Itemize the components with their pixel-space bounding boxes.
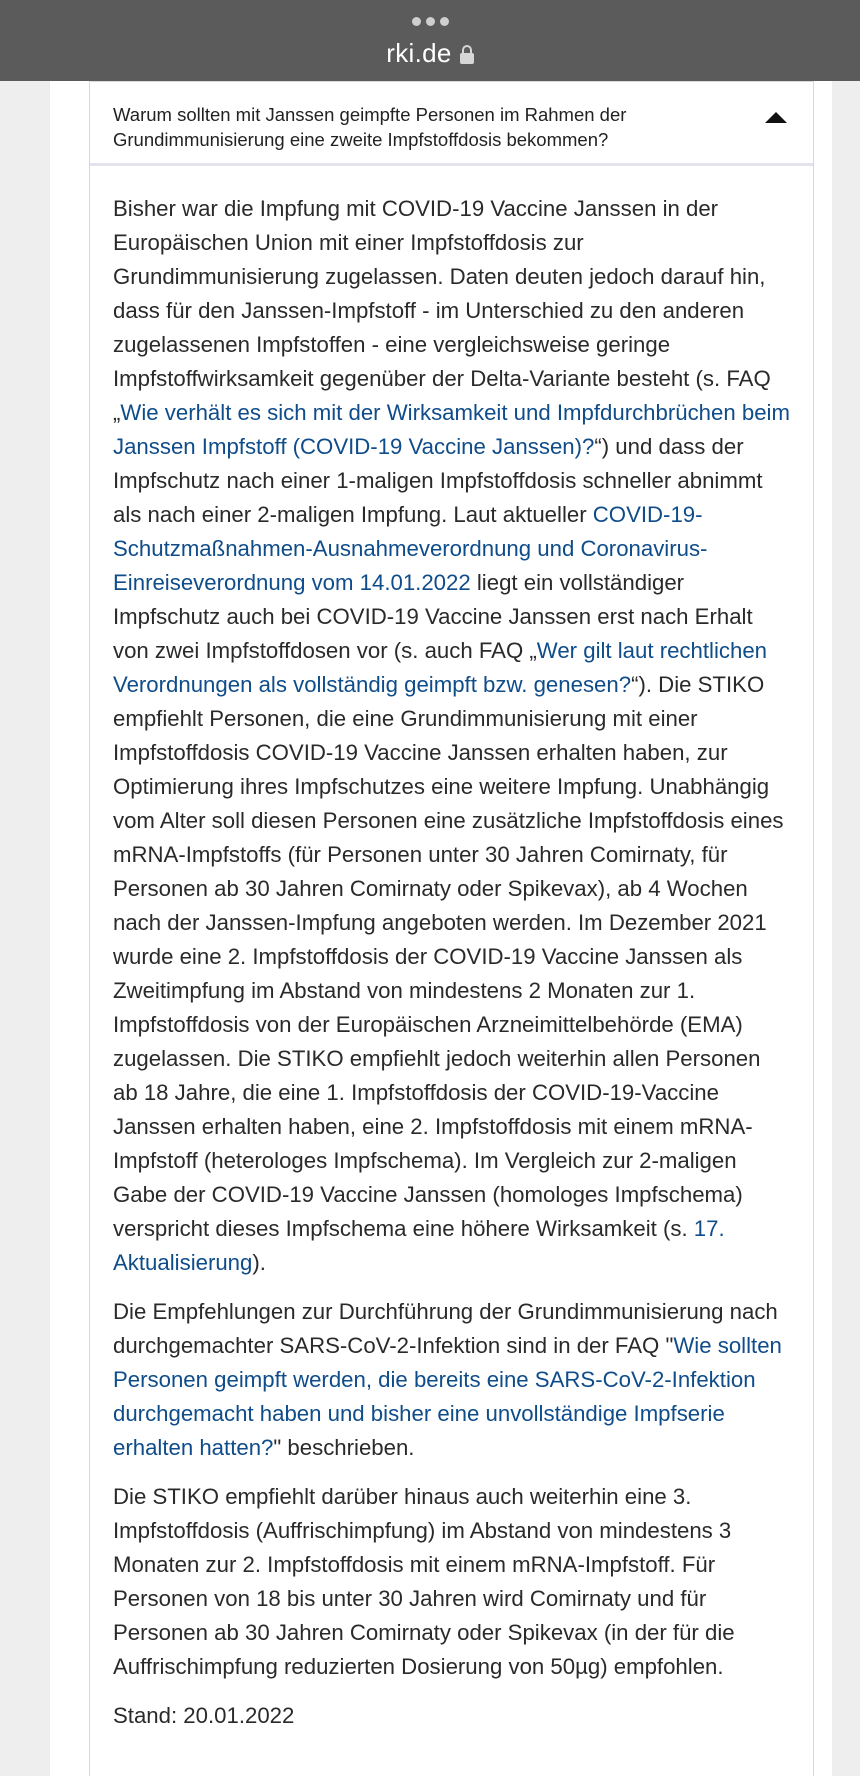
p1-text-5: ). xyxy=(252,1250,266,1275)
address-bar[interactable] xyxy=(0,38,860,69)
p2-text-2: " beschrieben. xyxy=(273,1435,415,1460)
stand-date: Stand: 20.01.2022 xyxy=(113,1703,295,1728)
faq-link-janssen-wirksamkeit[interactable]: Wie verhält es sich mit der Wirksamkeit und Impfdurchbrüchen beim Janssen Impfstoff (COVID-19 Vaccine Janssen)? xyxy=(113,400,790,459)
faq-accordion-card xyxy=(89,81,814,1776)
p1-text-3: liegt ein vollständiger Impfschutz auch bei COVID-19 Vaccine Janssen erst nach Erhalt von zwei Impfstoffdosen vor (s. auch FAQ „ xyxy=(113,570,753,663)
accordion-content xyxy=(90,166,813,1733)
link-ausnahmeverordnung[interactable]: COVID-19-Schutzmaßnahmen-Ausnahmeverordnung und Coronavirus-Einreiseverordnung vom 14.01.2022 xyxy=(113,502,708,595)
p1-text-4: “). Die STIKO empfiehlt Personen, die eine Grundimmunisierung mit einer Impfstoffdosis COVID-19 Vaccine Janssen erhalten haben, zur Optimierung ihres Impfschutzes eine weitere Impfung. Unabhängig vom Alter soll diesen Personen eine zusätzliche Impfstoffdosis eines mRNA-Impfstoffs (für Personen unter 30 Jahren Comirnaty, für Personen ab 30 Jahren Comirnaty oder Spikevax), ab 4 Wochen nach der Janssen-Impfung angeboten werden. Im Dezember 2021 wurde eine 2. Impfstoffdosis der COVID-19 Vaccine Janssen als Zweitimpfung im Abstand von mindestens 2 Monaten zur 1. Impfstoffdosis von der Europäischen Arzneimittelbehörde (EMA) zugelassen. Die STIKO empfiehlt jedoch weiterhin allen Personen ab 18 Jahre, die eine 1. Impfstoffdosis der COVID-19-Vaccine Janssen erhalten haben, eine 2. Impfstoffdosis mit einem mRNA-Impfstoff (heterologes Impfschema). Im Vergleich zur 2-maligen Gabe der COVID-19 Vaccine Janssen (homologes Impfschema) verspricht dieses Impfschema eine höhere Wirksamkeit (s. xyxy=(113,672,784,1241)
more-options-icon[interactable] xyxy=(0,17,860,26)
answer-paragraph-1 xyxy=(113,192,791,1280)
lock-icon xyxy=(460,45,474,64)
link-17-aktualisierung[interactable]: 17. Aktualisierung xyxy=(113,1216,725,1275)
collapse-arrow-icon[interactable] xyxy=(765,112,787,123)
p1-text-2: “) und dass der Impfschutz nach einer 1-maligen Impfstoffdosis schneller abnimmt als nach einer 2-maligen Impfung. Laut aktueller xyxy=(113,434,763,527)
answer-paragraph-3: Die STIKO empfiehlt darüber hinaus auch weiterhin eine 3. Impfstoffdosis (Auffrischimpfung) im Abstand von mindestens 3 Monaten zur 2. Impfstoffdosis mit einem mRNA-Impfstoff. Für Personen von 18 bis unter 30 Jahren wird Comirnaty und für Personen ab 30 Jahren Comirnaty oder Spikevax (in der für die Auffrischimpfung reduzierten Dosierung von 50µg) empfohlen. xyxy=(113,1484,735,1679)
url-text[interactable]: rki.de xyxy=(386,38,452,68)
accordion-header[interactable] xyxy=(90,81,813,166)
answer-paragraph-2 xyxy=(113,1295,791,1465)
browser-top-bar xyxy=(0,0,860,81)
p2-text-1: Die Empfehlungen zur Durchführung der Grundimmunisierung nach durchgemachter SARS-CoV-2-Infektion sind in der FAQ " xyxy=(113,1299,778,1358)
p1-text-1: Bisher war die Impfung mit COVID-19 Vaccine Janssen in der Europäischen Union mit einer Impfstoffdosis zur Grundimmunisierung zugelassen. Daten deuten jedoch darauf hin, dass für den Janssen-Impfstoff - im Unterschied zu den anderen zugelassenen Impfstoffen - eine vergleichsweise geringe Impfstoffwirksamkeit gegenüber der Delta-Variante besteht (s. FAQ „ xyxy=(113,196,771,425)
faq-link-sars-cov-2-infektion[interactable]: Wie sollten Personen geimpft werden, die bereits eine SARS-CoV-2-Infektion durchgemacht haben und bisher eine unvollständige Impfserie erhalten hatten? xyxy=(113,1333,782,1460)
accordion-question[interactable]: Warum sollten mit Janssen geimpfte Personen im Rahmen der Grundimmunisierung eine zweite Impfstoffdosis bekommen? xyxy=(113,104,627,150)
faq-link-vollstaendig-geimpft[interactable]: Wer gilt laut rechtlichen Verordnungen als vollständig geimpft bzw. genesen? xyxy=(113,638,767,697)
